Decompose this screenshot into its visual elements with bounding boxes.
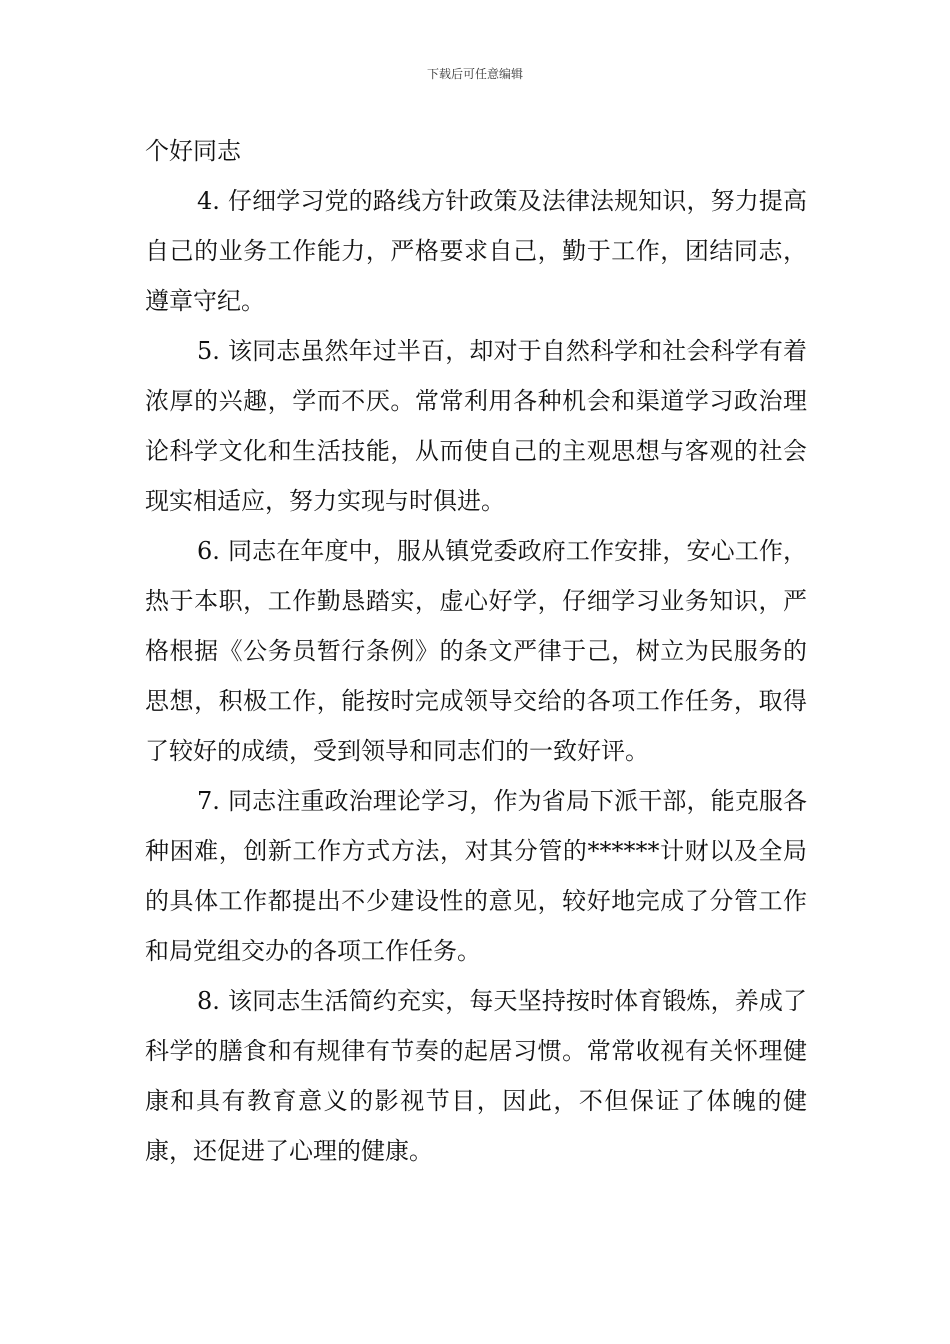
paragraph-item-6 <box>145 526 807 776</box>
paragraph-number: 5. <box>197 337 220 365</box>
paragraph-text: 同志在年度中，服从镇党委政府工作安排，安心工作，热于本职，工作勤恳踏实，虚心好学，仔细学习业务知识，严格根据《公务员暂行条例》的条文严律于己，树立为民服务的思想，积极工作，能按时完成领导交给的各项工作任务，取得了较好的成绩，受到领导和同志们的一致好评。 <box>145 537 807 765</box>
document-body <box>145 126 807 1176</box>
paragraph-item-4 <box>145 176 807 326</box>
paragraph-number: 6. <box>197 537 220 565</box>
page-header-note: 下载后可任意编辑 <box>426 67 523 81</box>
paragraph-continuation <box>145 126 807 176</box>
paragraph-item-5 <box>145 326 807 526</box>
paragraph-text: 个好同志 <box>145 137 241 165</box>
paragraph-item-7 <box>145 776 807 976</box>
paragraph-text: 同志注重政治理论学习，作为省局下派干部，能克服各种困难，创新工作方式方法，对其分管的******计财以及全局的具体工作都提出不少建设性的意见，较好地完成了分管工作和局党组交办的各项工作任务。 <box>145 787 807 965</box>
paragraph-item-8 <box>145 976 807 1176</box>
paragraph-number: 7. <box>197 787 220 815</box>
paragraph-text: 该同志虽然年过半百，却对于自然科学和社会科学有着浓厚的兴趣，学而不厌。常常利用各种机会和渠道学习政治理论科学文化和生活技能，从而使自己的主观思想与客观的社会现实相适应，努力实现与时俱进。 <box>145 337 807 515</box>
paragraph-text: 仔细学习党的路线方针政策及法律法规知识，努力提高自己的业务工作能力，严格要求自己，勤于工作，团结同志，遵章守纪。 <box>145 187 807 315</box>
paragraph-number: 8. <box>197 987 220 1015</box>
paragraph-text: 该同志生活简约充实，每天坚持按时体育锻炼，养成了科学的膳食和有规律有节奏的起居习惯。常常收视有关怀理健康和具有教育意义的影视节目，因此，不但保证了体魄的健康，还促进了心理的健康。 <box>145 987 807 1165</box>
paragraph-number: 4. <box>197 187 220 215</box>
